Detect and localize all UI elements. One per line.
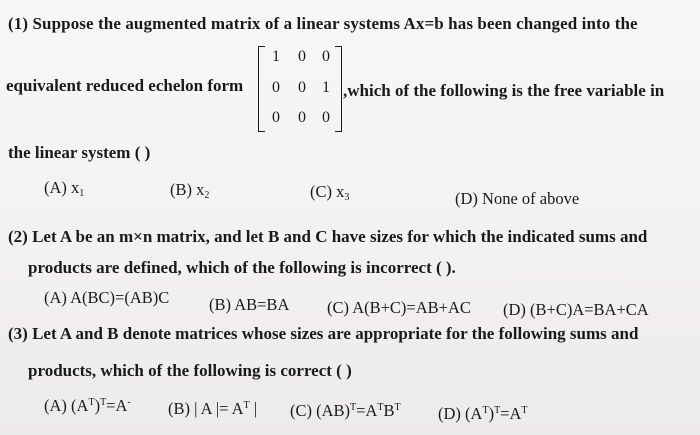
matrix-cell: 1 [322,79,330,96]
q3-option-d-text: (D) (A [438,404,483,423]
q2-line-2: products are defined, which of the following is incorrect ( ). [28,258,456,277]
q1-option-c-subscript: 3 [344,192,350,203]
matrix-left-bracket [258,46,265,132]
q1-line-3: the linear system ( ) [8,143,151,162]
q1-option-a-text: (A) x [44,178,80,197]
q3-option-c-text: B [383,401,395,420]
transpose-superscript: T [377,402,384,413]
q3-option-b-text: | [249,399,258,418]
augmented-matrix [258,46,342,132]
q1-option-d: (D) None of above [455,189,580,208]
q1-line-2-right: ,which of the following is the free variable in [343,81,665,100]
transpose-superscript: T [350,402,357,413]
transpose-superscript: T [482,405,489,416]
matrix-cell: 0 [298,79,306,96]
transpose-superscript: T [521,405,528,416]
q3-option-a-text: =A [106,396,128,415]
q1-option-b [170,180,209,200]
q3-option-d [438,404,528,424]
transpose-superscript: T [100,397,107,408]
q2-option-c: (C) A(B+C)=AB+AC [327,298,471,317]
q2-option-b: (B) AB=BA [209,295,290,314]
matrix-cell: 0 [298,109,306,126]
q2-line-1: (2) Let A be an m×n matrix, and let B and C have sizes for which the indicated sums and [8,227,648,246]
q1-line-2-left: equivalent reduced echelon form [6,76,244,95]
matrix-cell: 0 [322,48,330,65]
matrix-cell: 0 [298,48,306,65]
matrix-right-bracket [335,46,342,132]
q3-option-d-text: =A [500,404,522,423]
q1-option-a-subscript: 1 [79,188,85,199]
q1-line-1: (1) Suppose the augmented matrix of a linear systems Ax=b has been changed into the [8,14,638,33]
q2-option-a: (A) A(BC)=(AB)C [44,288,170,307]
q3-option-b-text: (B) | A |= A [168,399,244,418]
q1-option-c-text: (C) x [310,182,345,201]
q3-option-d-text: ) [488,404,495,423]
transpose-superscript: T [88,397,95,408]
transpose-superscript: T [494,405,501,416]
matrix-cell: 0 [272,79,280,96]
q3-line-2: products, which of the following is correct ( ) [28,361,352,380]
q3-option-c [290,401,401,421]
q1-option-c [310,182,349,202]
matrix-cell: 1 [272,48,280,65]
q1-option-b-subscript: 2 [204,190,210,201]
q3-line-1: (3) Let A and B denote matrices whose sizes are appropriate for the following sums and [8,324,639,343]
trailing-superscript: - [127,397,131,408]
q3-option-b [168,399,257,419]
q3-option-a [44,396,131,416]
transpose-superscript: T [243,400,250,411]
q1-option-a [44,178,84,198]
matrix-cell: 0 [272,109,280,126]
q3-option-a-text: ) [94,396,101,415]
q3-option-a-text: (A) (A [44,396,89,415]
matrix-cell: 0 [322,109,330,126]
q1-option-b-text: (B) x [170,180,205,199]
q3-option-c-text: (C) (AB) [290,401,351,420]
transpose-superscript: T [394,402,401,413]
q2-option-d: (D) (B+C)A=BA+CA [503,300,649,319]
q3-option-c-text: =A [356,401,378,420]
